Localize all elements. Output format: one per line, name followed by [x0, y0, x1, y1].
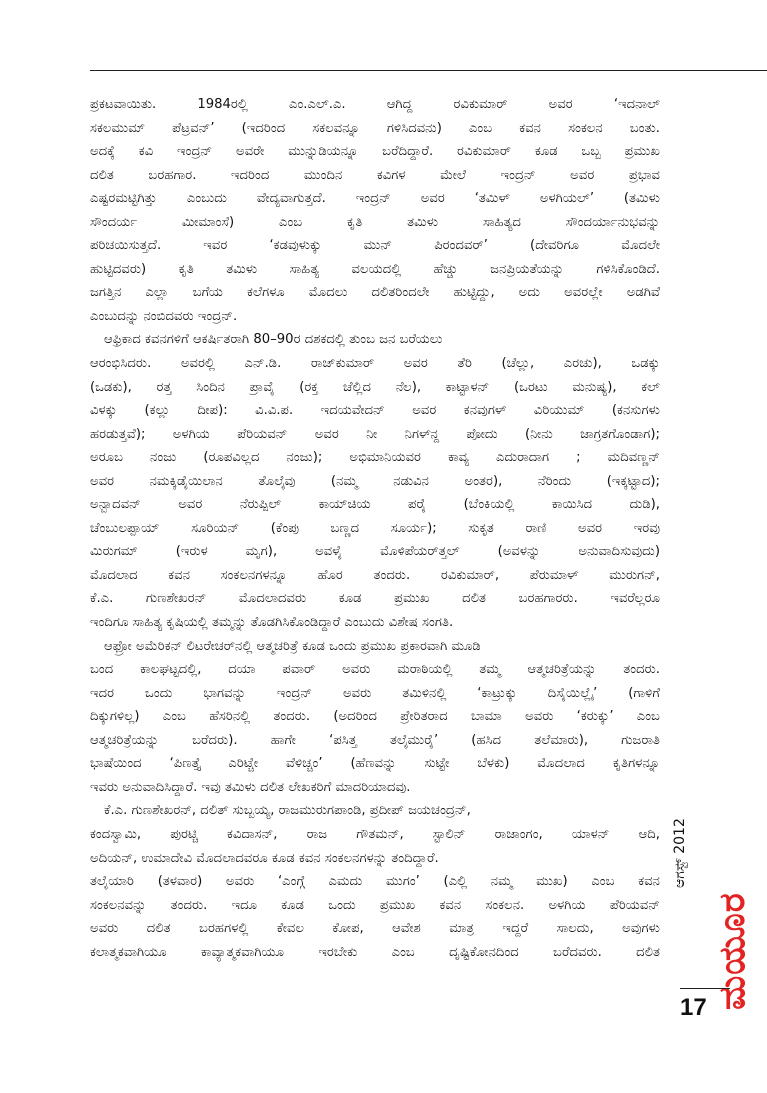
text-line: ಮೊದಲಾದ ಕವನ ಸಂಕಲನಗಳನ್ನೂ ಹೊರ ತಂದರು. ರವಿಕುಮಾರ್, ಪೆರುಮಾಳ್ ಮುರುಗನ್, — [90, 567, 660, 583]
text-line: ಇದರ ಒಂದು ಭಾಗವನ್ನು ಇಂದ್ರನ್ ಅವರು ತಮಿಳಿನಲ್ಲಿ ‘ಕಾಟ್ರುಕ್ಕು ದಿಸೈಯಿಲ್ಲೈ’ (ಗಾಳಿಗೆ — [90, 685, 660, 701]
text-line: ಭಾಷೆಯಿಂದ ‘ಪಿಣತ್ತೈ ಎರಿಟ್ಚೇ ವೆಳಿಚ್ಚಂ’ (ಹೆಣವನ್ನು ಸುಟ್ಟೇ ಬೆಳಕು) ಮೊದಲಾದ ಕೃತಿಗಳನ್ನೂ — [90, 756, 660, 772]
text-line: ಅವರ ನಮಕ್ಕಿಡೈಯಿಲಾನ ತೊಲೈವು (ನಮ್ಮ ನಡುವಿನ ಅಂತರ), ನೆರಿಂದು (ಇಕ್ಕಟ್ಟಾದ); — [90, 473, 660, 489]
text-line: ದಲಿತ ಬರಹಗಾರ. ಇದರಿಂದ ಮುಂದಿನ ಕವಿಗಳ ಮೇಲೆ ಇಂದ್ರನ್ ಅವರ ಪ್ರಭಾವ — [90, 167, 660, 183]
text-line: ಸಕಲಮುಮ್ ಪೆಟ್ರವನ್’ (ಇದರಿಂದ ಸಕಲವನ್ನೂ ಗಳಿಸಿದವನು) ಎಂಬ ಕವನ ಸಂಕಲನ ಬಂತು. — [90, 120, 660, 136]
text-line: ಕಲಾತ್ಮಕವಾಗಿಯೂ ಕಾವ್ಯಾತ್ಮಕವಾಗಿಯೂ ಇರಬೇಕು ಎಂಬ ದೃಷ್ಟಿಕೋನದಿಂದ ಬರೆದವರು. ದಲಿತ — [90, 944, 660, 960]
page-number-rule — [680, 988, 730, 989]
text-line: ದಿಕ್ಕುಗಳಿಲ್ಲ) ಎಂಬ ಹೆಸರಿನಲ್ಲಿ ತಂದರು. (ಅದರಿಂದ ಪ್ರೇರಿತರಾದ ಬಾಮಾ ಅವರು ‘ಕರುಕ್ಕು’ ಎಂಬ — [90, 709, 660, 725]
text-line: ಸೌಂದರ್ಯ ಮೀಮಾಂಸೆ) ಎಂಬ ಕೃತಿ ತಮಿಳು ಸಾಹಿತ್ಯದ ಸೌಂದರ್ಯಾನುಭವನ್ನು — [90, 214, 660, 230]
article-body — [90, 93, 660, 964]
text-line: ಜಗತ್ತಿನ ಎಲ್ಲಾ ಬಗೆಯ ಕಲೆಗಳೂ ಮೊದಲು ದಲಿತರಿಂದಲೇ ಹುಟ್ಟಿದ್ದು, ಅದು ಅವರಲ್ಲೇ ಅಡಗಿವೆ — [90, 285, 660, 301]
text-line: ಅರೂಬ ನಂಜು (ರೂಪವಿಲ್ಲದ ನಂಜು); ಅಭಿಮಾನಿಯವರ ಕಾವ್ಯ ಎದುರಾದಾಗ ; ಮದಿವಣ್ಣನ್ — [90, 450, 660, 466]
text-line: ಆತ್ಮಚರಿತ್ರೆಯನ್ನು ಬರೆದರು). ಹಾಗೇ ‘ಪಸಿತ್ತ ತಲೈಮುರೈ’ (ಹಸಿದ ತಲೆಮಾರು), ಗುಜರಾತಿ — [90, 732, 660, 748]
page-number: 17 — [680, 994, 707, 1021]
text-line: ಮಿರುಗಮ್ (ಇರುಳ ಮೃಗ), ಅವಳೈ ಮೊಳಿಪೆಯರ್‌ತ್ತಲ್ (ಅವಳನ್ನು ಅನುವಾದಿಸುವುದು) — [90, 544, 660, 560]
text-line: ಆಫ್ರೋ ಅಮೆರಿಕನ್ ಲಿಟರೇಚರ್‌ನಲ್ಲಿ ಆತ್ಮಚರಿತ್ರೆ ಕೂಡ ಒಂದು ಪ್ರಮುಖ ಪ್ರಕಾರವಾಗಿ ಮೂಡಿ — [104, 638, 481, 654]
text-line: ಇವರು ಅನುವಾದಿಸಿದ್ದಾರೆ. ಇವು ತಮಿಳು ದಲಿತ ಲೇಖಕರಿಗೆ ಮಾದರಿಯಾದವು. — [90, 779, 411, 795]
text-line: ಅನ್ಬಾದವನ್ ಅವರ ನೆರುಪ್ಪಿಲ್ ಕಾಯ್‌ಚಿಯ ಪರೈ (ಬೆಂಕಿಯಲ್ಲಿ ಕಾಯಿಸಿದ ದುಡಿ), — [90, 497, 660, 513]
text-line: ಅವರು ದಲಿತ ಬರಹಗಳಲ್ಲಿ ಕೇವಲ ಕೋಪ, ಆವೇಶ ಮಾತ್ರ ಇದ್ದರೆ ಸಾಲದು, ಅವುಗಳು — [90, 921, 660, 937]
text-line: ಇಂದಿಗೂ ಸಾಹಿತ್ಯ ಕೃಷಿಯಲ್ಲಿ ತಮ್ಮನ್ನು ತೊಡಗಿಸಿಕೊಂಡಿದ್ದಾರೆ ಎಂಬುದು ವಿಶೇಷ ಸಂಗತಿ. — [90, 615, 454, 631]
text-line: ಬಂದ ಕಾಲಘಟ್ಟದಲ್ಲಿ, ದಯಾ ಪವಾರ್ ಅವರು ಮರಾಠಿಯಲ್ಲಿ ತಮ್ಮ ಆತ್ಮಚರಿತ್ರೆಯನ್ನು ತಂದರು. — [90, 662, 660, 678]
text-line: ಕೆ.ಎ. ಗುಣಶೇಖರನ್, ದಲಿತ್ ಸುಬ್ಬಯ್ಯ, ರಾಜಮುರುಗಪಾಂಡಿ, ಪ್ರದೀಪ್ ಜಯಚಂದ್ರನ್, — [104, 803, 471, 819]
text-line: ಎಷ್ಟರಮಟ್ಟಿಗಿತ್ತು ಎಂಬುದು ವೇದ್ಯವಾಗುತ್ತದೆ. ಇಂದ್ರನ್ ಅವರ ‘ತಮಿಳ್ ಅಳಗಿಯಲ್’ (ತಮಿಳು — [90, 191, 660, 207]
text-line: ಸಂಕಲನವನ್ನು ತಂದರು. ಇದೂ ಕೂಡ ಒಂದು ಪ್ರಮುಖ ಕವನ ಸಂಕಲನ. ಅಳಗಿಯ ಪೆರಿಯವನ್ — [90, 897, 660, 913]
text-line: ಕಂದಸ್ವಾಮಿ, ಪುರಟ್ಚಿ ಕವಿದಾಸನ್, ರಾಜ ಗೌತಮನ್, ಸ್ಟಾಲಿನ್ ರಾಜಾಂಗಂ, ಯಾಳನ್ ಆದಿ, — [90, 826, 660, 842]
text-line: ಅದಿಯನ್, ಉಮಾದೇವಿ ಮೊದಲಾದವರೂ ಕೂಡ ಕವನ ಸಂಕಲನಗಳನ್ನು ತಂದಿದ್ದಾರೆ. — [90, 850, 439, 866]
text-line: ಪರಿಚಯಿಸುತ್ತದೆ. ಇವರ ‘ಕಡವುಳುಕ್ಕು ಮುನ್ ಪಿರಂದವರ್’ (ದೇವರಿಗೂ ಮೊದಲೇ — [90, 238, 660, 254]
text-line: ಆಫ್ರಿಕಾದ ಕವನಗಳಿಗೆ ಆಕರ್ಷಿತರಾಗಿ 80–90ರ ದಶಕದಲ್ಲಿ ತುಂಬ ಜನ ಬರೆಯಲು — [104, 332, 443, 348]
text-line: ಹುಟ್ಟಿದವರು) ಕೃತಿ ತಮಿಳು ಸಾಹಿತ್ಯ ವಲಯದಲ್ಲಿ ಹೆಚ್ಚು ಜನಪ್ರಿಯತೆಯನ್ನು ಗಳಿಸಿಕೊಂಡಿದೆ. — [90, 261, 660, 277]
text-line: ಚೆಂಬುಲಪ್ಪಾಯ್ ಸೂರಿಯನ್ (ಕೆಂಪು ಬಣ್ಣದ ಸೂರ್ಯ); ಸುಕೃತ ರಾಣಿ ಅವರ ಇರವು — [90, 520, 660, 536]
text-line: ವಿಳಕ್ಕು (ಕಲ್ಲು ದೀಪ): ವಿ.ವಿ.ಪ. ಇದಯವೇದನ್ ಅವರ ಕನವುಗಳ್ ವಿರಿಯುಮ್ (ಕನಸುಗಳು — [90, 403, 660, 419]
text-line: ಕೆ.ಎ. ಗುಣಶೇಖರನ್ ಮೊದಲಾದವರು ಕೂಡ ಪ್ರಮುಖ ದಲಿತ ಬರಹಗಾರರು. ಇವರೆಲ್ಲರೂ — [90, 591, 660, 607]
text-line: ಹರಡುತ್ತವೆ); ಅಳಗಿಯ ಪೆರಿಯವನ್ ಅವರ ನೀ ನಿಗಳ್‌ನ್ದ ಪೋದು (ನೀನು ಜಾಗ್ರತಗೊಂಡಾಗ); — [90, 426, 660, 442]
text-line: ಅದಕ್ಕೆ ಕವಿ ಇಂದ್ರನ್ ಅವರೇ ಮುನ್ನುಡಿಯನ್ನೂ ಬರೆದಿದ್ದಾರೆ. ರವಿಕುಮಾರ್ ಕೂಡ ಒಬ್ಬ ಪ್ರಮುಖ — [90, 144, 660, 160]
text-line: ಎಂಬುದನ್ನು ನಂಬಿದವರು ಇಂದ್ರನ್. — [90, 308, 238, 324]
text-line: ಆರಂಭಿಸಿದರು. ಅವರಲ್ಲಿ ಎನ್.ಡಿ. ರಾಜ್‌ಕುಮಾರ್ ಅವರ ತೆರಿ (ಚೆಲ್ಲು, ಎರಚು), ಒಡಕ್ಕು — [90, 356, 660, 372]
text-line: (ಒಡಕು), ರತ್ತ ಸಿಂದಿನ ಪ್ರಾವೈ (ರಕ್ತ ಚೆಲ್ಲಿದ ನೆಲ), ಕಾಟ್ಟಾಳನ್ (ಒರಟು ಮನುಷ್ಯ), ಕಲ್ — [90, 379, 660, 395]
text-line: ತಲೈಯಾರಿ (ತಳವಾರ) ಅವರು ‘ಎಂಗ್ಗೆ ಎಮದು ಮುಗಂ’ (ಎಲ್ಲಿ ನಮ್ಮ ಮುಖ) ಎಂಬ ಕವನ — [90, 874, 660, 890]
text-line: ಪ್ರಕಟವಾಯಿತು. 1984ರಲ್ಲಿ ಎಂ.ಎಲ್.ಎ. ಆಗಿದ್ದ ರವಿಕುಮಾರ್ ಅವರ ‘ಇದನಾಲ್ — [90, 97, 660, 112]
magazine-logo: ಮಯೂರ — [712, 892, 753, 1010]
header-rule — [90, 70, 767, 71]
issue-date: ಆಗಸ್ಟ್ 2012 — [672, 818, 688, 888]
